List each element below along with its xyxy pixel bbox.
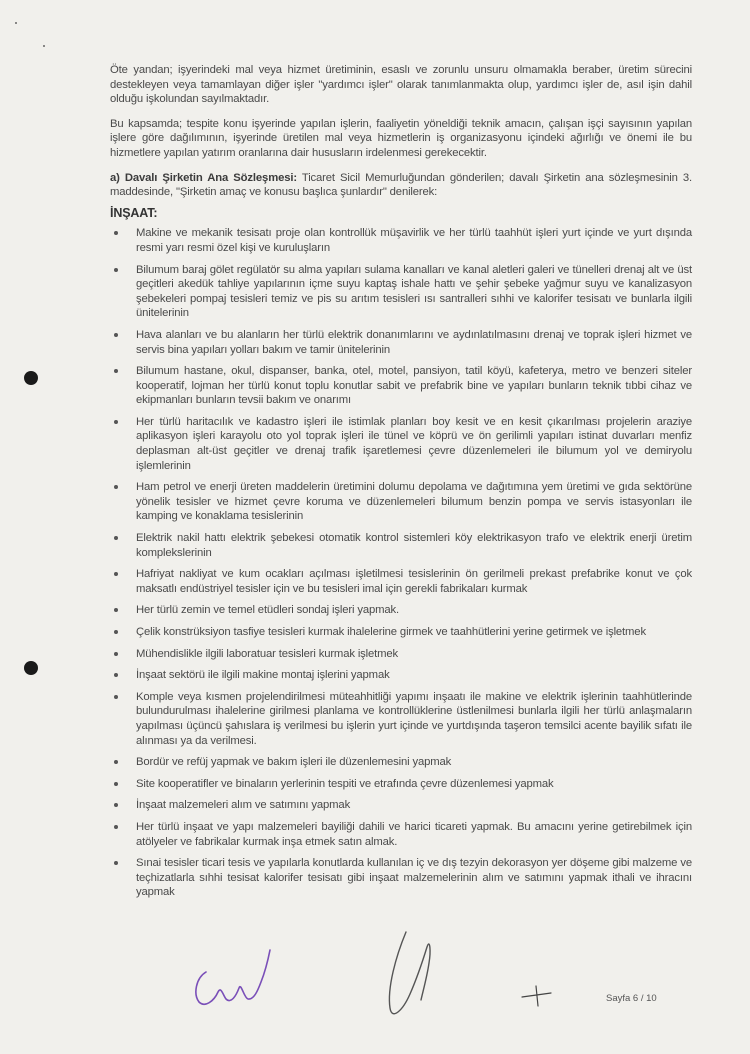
list-item-text: Makine ve mekanik tesisatı proje olan kontrollük müşavirlik ve her türlü taahhüt işleri yurt içinde ve yurt dışında resmi yarı resmi özel kişi ve kuruluşların <box>136 227 692 254</box>
list-item-text: Bordür ve refüj yapmak ve bakım işleri ile düzenlemesini yapmak <box>136 756 452 769</box>
list-item-text: Ham petrol ve enerji üreten maddelerin üretimini dolumu depolama ve dağıtımına yem üretimi ve gıda sektörüne yönelik tesisler ve hizmet çevre koruma ve düzenlemeleri bilumum benzin pompa ve servis istasyonları ile kamping ve konaklama tesislerinin <box>136 481 692 523</box>
list-item-text: Her türlü zemin ve temel etüdleri sondaj işleri yapmak. <box>136 604 399 617</box>
list-item-text: Her türlü haritacılık ve kadastro işleri ile istimlak planları boy kesit ve en kesit çıkarılması projelerin araziye aplikasyon işleri karayolu oto yol toprak işleri ile tünel ve köprü ve ön gerilimli yapıları istinat duvarları menfiz deplasman alt-üst geçitler ve drenaj trafik işaretlemesi çevre düzenlemeleri ile bilumum yol ve demiryolu işlemlerinin <box>136 415 692 472</box>
list-item-text: İnşaat sektörü ile ilgili makine montaj işlerini yapmak <box>136 669 390 682</box>
page-number: Sayfa 6 / 10 <box>606 993 657 1004</box>
list-item-text: Sınai tesisler ticari tesis ve yapılarla konutlarda kullanılan iç ve dış tezyin dekorasyon yer döşeme gibi malzeme ve teçhizatlarla sıhhi tesisat kalorifer tesisatı gibi inşaat malzemelerinin alım ve satımını yapmak ithali ve ihracını yapmak <box>136 857 692 899</box>
insaat-title: İNŞAAT: <box>110 205 158 220</box>
list-item-text: Hava alanları ve bu alanların her türlü elektrik donanımlarını ve aydınlatılmasını drenaj ve toprak işleri hizmet ve servis bina yapıları yolları bakım ve tamir ünitelerinin <box>136 328 692 356</box>
list-item-text: Bilumum baraj gölet regülatör su alma yapıları sulama kanalları ve kanal aletleri galeri ve tünelleri drenaj alt ve üst geçitleri akedük tahliye yapılarının içme suyu kaptaş ishale hattı ve şehir şebeke yağmur suyu ve kanalizasyon şebekeleri pompaj tesisleri temiz ve pis su arıtım tesisleri ısı santralleri sıhhi ve kalorifer tesisatı ve bunlarla ilgili ünitelerinin <box>136 263 692 320</box>
section-a-heading: a) Davalı Şirketin Ana Sözleşmesi: <box>110 171 297 184</box>
list-item-text: Bilumum hastane, okul, dispanser, banka, otel, motel, pansiyon, tatil köyü, kafeterya, metro ve benzeri siteler kooperatif, lojman her türlü konut toplu konutlar sabit ve prefabrik bine ve yapıları bunların teknik tıbbi cihaz ve ekipmanları bunların tevsii bakım ve onarımı <box>136 365 692 407</box>
list-item-text: Site kooperatifler ve binaların yerlerinin tespiti ve etrafında çevre düzenlemesi yapmak <box>136 777 554 790</box>
section-a-text: Ticaret Sicil Memurluğundan gönderilen; davalı Şirketin ana sözleşmesinin 3. maddesinde, "Şirketin amaç ve konusu başlıca şunlardır" denilerek: <box>110 171 692 199</box>
intro-paragraph-1: Öte yandan; işyerindeki mal veya hizmet üretiminin, esaslı ve zorunlu unsuru olmamakla beraber, üretim sürecini destekleyen veya tamamlayan diğer işler "yardımcı işler" olarak tanımlanmakta olup, yardımcı işler de, asıl işin dahil olduğu işkolundan sayılmaktadır. <box>110 64 692 106</box>
list-item-text: Komple veya kısmen projelendirilmesi müteahhitliği yapımı inşaatı ile makine ve elektrik işlerinin taahhütlerinde bulundurulması ihalelerine girilmesi planlama ve kontrollüklerine üstlenilmesi bunlarla ilgili her türlü anlaşmaların yapılması üçüncü şahıslara iş verilmesi bu işlerin yurt içinde ve yurtdışında taşeron temsilci acente bayilik sıfatı ile alınması ya da verilmesi. <box>136 690 692 747</box>
list-item-text: İnşaat malzemeleri alım ve satımını yapmak <box>136 799 351 812</box>
initial-mark-right <box>522 986 551 1006</box>
list-item-text: Çelik konstrüksiyon tasfiye tesisleri kurmak ihalelerine girmek ve taahhütlerini yerine getirmek ve işletmek <box>136 626 646 638</box>
list-item-text: Elektrik nakil hattı elektrik şebekesi otomatik kontrol sistemleri köy elektrikasyon trafo ve elektrik enerji üretim komplekslerinin <box>136 532 692 559</box>
signature-middle <box>389 932 430 1014</box>
intro-paragraph-2: Bu kapsamda; tespite konu işyerinde yapılan işlerin, faaliyetin yöneldiği teknik amacın, çalışan işçi sayısının yapılan işlere göre dağılımının, işyerinde üretilen mal veya hizmetlerin iş organizasyonu içindeki ağırlığı ve önemi ile bu hizmetlere yapılan yatırım oranlarına dair hususların irdelenmesi gerekecektir. <box>110 117 692 159</box>
list-item-text: Hafriyat nakliyat ve kum ocakları açılması işletilmesi tesislerinin ön gerilmeli prekast prefabrike konut ve çok maksatlı endüstriyel tesisler için ve bu tesisleri imal için gerekli fabrikaları kurmak <box>136 568 692 595</box>
list-item-text: Her türlü inşaat ve yapı malzemeleri bayiliği dahili ve harici ticareti yapmak. Bu amacını yerine getirebilmek için atölyeler ve fabrikalar kurmak inşa etmek satın almak. <box>136 820 692 848</box>
signature-left <box>196 950 270 1004</box>
list-item-text: Mühendislikle ilgili laboratuar tesisleri kurmak işletmek <box>136 647 399 660</box>
